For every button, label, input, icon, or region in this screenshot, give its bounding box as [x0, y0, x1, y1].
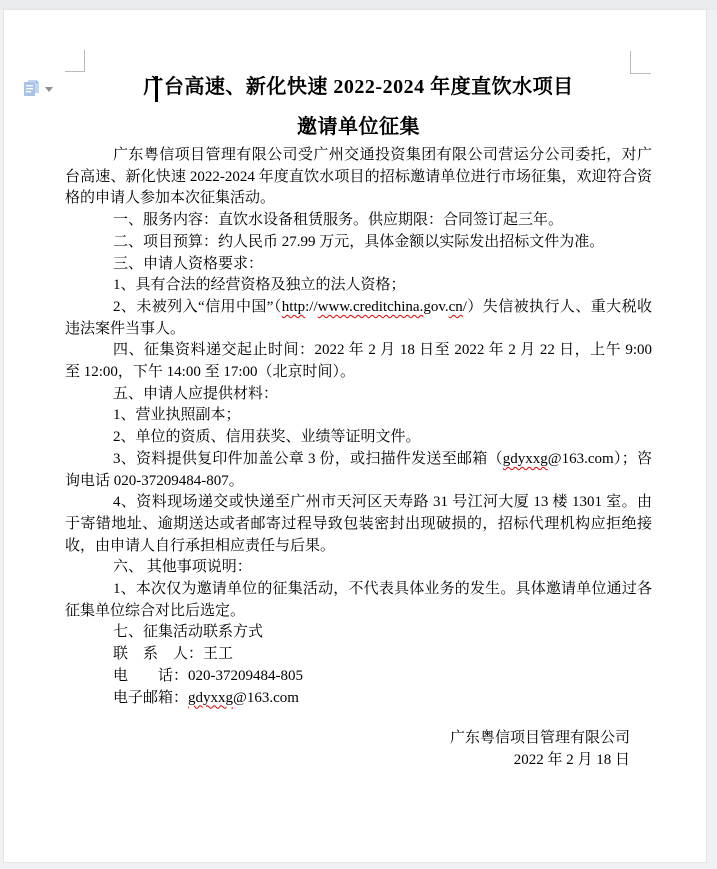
spellcheck-flagged-text: creditchina. — [352, 298, 424, 315]
signature-company: 广东粤信项目管理有限公司 — [449, 730, 630, 746]
text-boundary-mark-top-right — [630, 51, 631, 74]
paste-options-button[interactable] — [22, 78, 56, 100]
paragraph-item-5: 五、申请人应提供材料： — [113, 385, 279, 402]
paragraph-item-5-3: 3、资料提供复印件加盖公章 3 份，或扫描件发送至邮箱（gdyxxg@163.com）；咨询电话 020-37209484-807。 — [65, 450, 652, 489]
spellcheck-flagged-text: gdyxxg — [502, 450, 548, 467]
contact-person-line: 联 系 人：王工 — [113, 646, 234, 663]
paragraph-item-6: 六、 其他事项说明： — [113, 559, 252, 576]
text-boundary-mark-top-left — [84, 50, 85, 72]
paragraph-item-3-1: 1、具有合法的经营资格及独立的法人资格； — [113, 277, 406, 294]
paste-clipboard-icon — [24, 80, 39, 97]
paragraph-item-3-2: 2、未被列入“信用中国”（http://www.creditchina.gov.cn/）失信被执行人、重大税收违法案件当事人。 — [65, 298, 652, 337]
paragraph-item-5-1: 1、营业执照副本； — [113, 407, 241, 424]
document-subtitle: 邀请单位征集 — [297, 116, 420, 138]
paragraph-item-3: 三、申请人资格要求： — [113, 255, 264, 272]
paragraph-item-7: 七、征集活动联系方式 — [113, 624, 264, 641]
spellcheck-flagged-text: www. — [317, 298, 353, 315]
chevron-down-icon — [45, 87, 53, 92]
paragraph-item-5-2: 2、单位的资质、信用获奖、业绩等证明文件。 — [113, 429, 421, 446]
paragraph-item-1: 一、服务内容：直饮水设备租赁服务。供应期限：合同签订起三年。 — [113, 212, 564, 229]
paragraph-item-2: 二、项目预算：约人民币 27.99 万元，具体金额以实际发出招标文件为准。 — [113, 233, 605, 250]
paragraph-item-4: 四、征集资料递交起止时间：2022 年 2 月 18 日至 2022 年 2 月 22 日，上午 9:00 至 12:00，下午 14:00 至 17:00（北京时间）。 — [65, 342, 652, 381]
paragraph-intro: 广东粤信项目管理有限公司受广州交通投资集团有限公司营运分公司委托，对广台高速、新化快速 2022-2024 年度直饮水项目的招标邀请单位进行市场征集，欢迎符合资格的申请人参加本次征集活动。 — [65, 147, 652, 207]
document-body[interactable] — [65, 145, 652, 709]
paragraph-item-6-1: 1、本次仅为邀请单位的征集活动，不代表具体业务的发生。具体邀请单位通过各征集单位综合对比后选定。 — [65, 581, 652, 619]
contact-email-line: 电子邮箱：gdyxxg@163.com — [113, 689, 299, 706]
signature-date: 2022 年 2 月 18 日 — [513, 751, 630, 768]
spellcheck-flagged-text: gdyxxg — [188, 689, 234, 706]
spellcheck-flagged-text: http — [281, 298, 306, 315]
document-page[interactable] — [4, 10, 706, 862]
spellcheck-flagged-text: cn — [448, 298, 463, 315]
document-title: 广台高速、新化快速 2022-2024 年度直饮水项目 — [143, 76, 574, 98]
contact-phone-line: 电 话：020-37209484-805 — [113, 667, 303, 684]
paragraph-item-5-4: 4、资料现场递交或快递至广州市天河区天寿路 31 号江河大厦 13 楼 1301 室。由于寄错地址、逾期送达或者邮寄过程导致包装密封出现破损的，招标代理机构应拒绝接收，由申请人自行承担相应责任与后果。 — [65, 494, 652, 554]
signature-block — [65, 728, 630, 771]
window-chrome-top-band — [0, 0, 717, 10]
